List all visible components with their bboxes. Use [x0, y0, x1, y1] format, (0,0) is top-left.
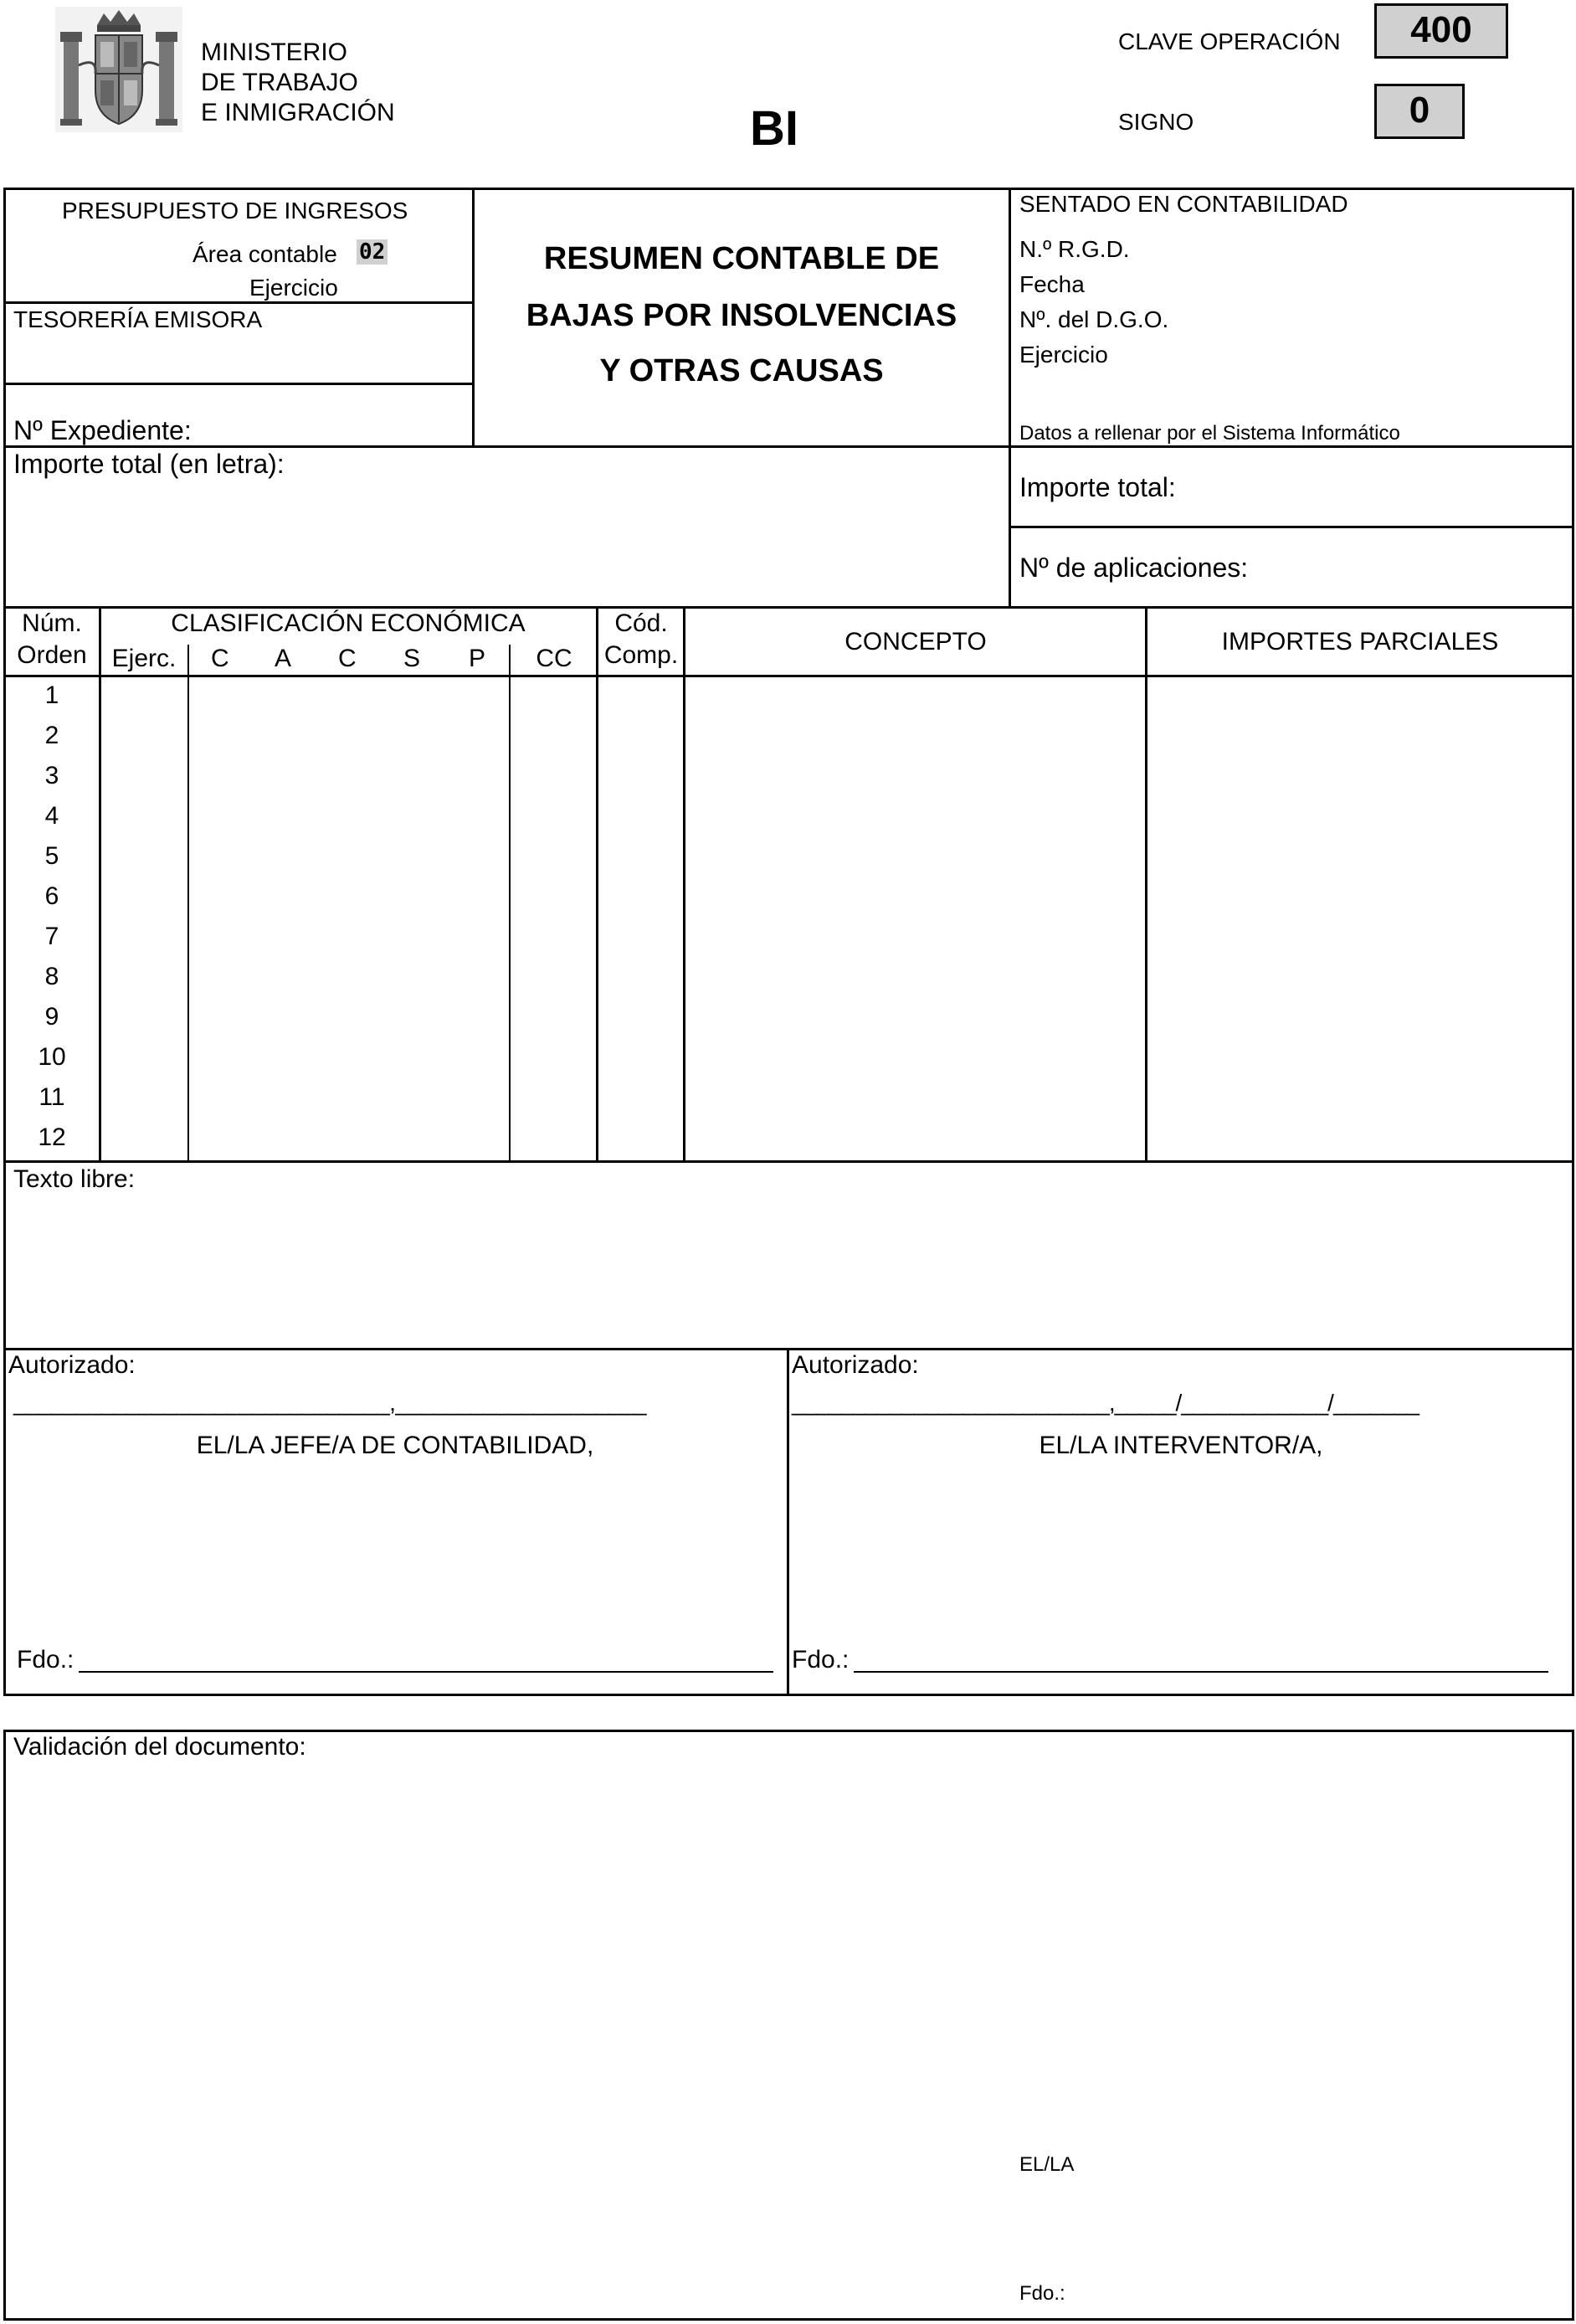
- divider: [3, 1160, 1574, 1163]
- column-divider: [1145, 606, 1147, 1162]
- sub-p-header: P: [469, 645, 486, 672]
- ministry-line-1: MINISTERIO: [201, 39, 348, 66]
- texto-libre-label: Texto libre:: [13, 1165, 136, 1193]
- concepto-header: CONCEPTO: [844, 628, 987, 656]
- column-divider: [187, 645, 189, 1162]
- num-header-2: Orden: [17, 641, 87, 669]
- interventor-title: EL/LA INTERVENTOR/A,: [1039, 1432, 1323, 1459]
- signo-value: 0: [1374, 84, 1465, 139]
- signature-line-left: [79, 1671, 773, 1673]
- ministry-line-2: DE TRABAJO: [201, 69, 358, 96]
- row-number: 2: [44, 722, 59, 749]
- area-contable-value: 02: [357, 239, 388, 265]
- expediente-label: Nº Expediente:: [13, 415, 192, 445]
- row-number: 11: [39, 1083, 65, 1111]
- row-number: 5: [44, 842, 59, 870]
- clave-operacion-label: CLAVE OPERACIÓN: [1118, 28, 1341, 54]
- validacion-frame: [3, 1730, 1574, 2321]
- fecha-label: Fecha: [1019, 271, 1085, 297]
- presupuesto-ejercicio-label: Ejercicio: [249, 275, 338, 301]
- sub-cc-header: CC: [536, 645, 572, 672]
- sub-c1-header: C: [211, 645, 229, 672]
- ministry-line-3: E INMIGRACIÓN: [201, 99, 395, 126]
- sub-a-header: A: [275, 645, 292, 672]
- tesoreria-emisora-label: TESORERÍA EMISORA: [13, 306, 263, 332]
- fdo-right-label: Fdo.:: [792, 1646, 850, 1674]
- document-title-line-1: RESUMEN CONTABLE DE: [543, 241, 940, 276]
- presupuesto-title: PRESUPUESTO DE INGRESOS: [62, 198, 408, 224]
- document-title-line-3: Y OTRAS CAUSAS: [599, 353, 884, 388]
- validacion-fdo: Fdo.:: [1019, 2282, 1065, 2305]
- coat-of-arms-logo: [55, 7, 182, 132]
- cod-header-1: Cód.: [614, 609, 668, 637]
- form-code: BI: [750, 101, 798, 156]
- column-divider: [596, 606, 598, 1162]
- divider: [1009, 526, 1574, 528]
- divider: [3, 675, 1574, 677]
- column-divider: [99, 606, 101, 1162]
- validacion-label: Validación del documento:: [13, 1733, 306, 1761]
- autorizado-left-label: Autorizado:: [8, 1351, 136, 1379]
- divider: [3, 301, 474, 304]
- sub-c2-header: C: [338, 645, 357, 672]
- sistema-informatico-note: Datos a rellenar por el Sistema Informático: [1019, 422, 1400, 445]
- row-number: 6: [44, 882, 59, 910]
- row-number: 7: [44, 923, 59, 950]
- sentado-ejercicio-label: Ejercicio: [1019, 342, 1108, 368]
- row-number: 4: [44, 802, 59, 830]
- autorizado-right-label: Autorizado:: [792, 1351, 919, 1379]
- divider: [3, 445, 1574, 448]
- column-divider: [683, 606, 685, 1162]
- num-header-1: Núm.: [22, 609, 82, 637]
- importe-total-label: Importe total:: [1019, 472, 1176, 502]
- sub-s-header: S: [403, 645, 421, 672]
- signo-label: SIGNO: [1118, 109, 1194, 135]
- row-number: 12: [38, 1123, 66, 1151]
- cod-header-2: Comp.: [603, 641, 679, 669]
- rgd-label: N.º R.G.D.: [1019, 236, 1130, 262]
- importe-letra-label: Importe total (en letra):: [13, 449, 285, 479]
- signature-line-right: [854, 1671, 1548, 1673]
- importes-parciales-header: IMPORTES PARCIALES: [1221, 628, 1499, 656]
- document-title-line-2: BAJAS POR INSOLVENCIAS: [526, 298, 957, 333]
- fdo-left-label: Fdo.:: [17, 1646, 74, 1674]
- clasificacion-header: CLASIFICACIÓN ECONÓMICA: [171, 609, 526, 637]
- dgo-label: Nº. del D.G.O.: [1019, 306, 1169, 332]
- area-contable-label: Área contable: [193, 241, 337, 267]
- row-number: 1: [44, 681, 59, 709]
- divider: [3, 606, 1574, 609]
- signature-divider: [787, 1348, 789, 1696]
- row-number: 9: [44, 1003, 59, 1031]
- num-aplicaciones-label: Nº de aplicaciones:: [1019, 553, 1249, 583]
- jefe-contabilidad-title: EL/LA JEFE/A DE CONTABILIDAD,: [196, 1432, 594, 1459]
- sentado-title: SENTADO EN CONTABILIDAD: [1019, 191, 1348, 217]
- clave-operacion-value: 400: [1374, 3, 1508, 59]
- column-divider: [509, 645, 511, 1162]
- ejerc-header: Ejerc.: [111, 645, 177, 672]
- date-line-left: ______________________________,____________________: [13, 1390, 646, 1416]
- date-line-right: __________________________,_____/____________/_______: [792, 1390, 1419, 1416]
- validacion-el-la: EL/LA: [1019, 2153, 1075, 2176]
- row-number: 10: [38, 1043, 66, 1071]
- divider: [3, 383, 474, 385]
- row-number: 8: [44, 963, 59, 990]
- row-number: 3: [44, 762, 59, 789]
